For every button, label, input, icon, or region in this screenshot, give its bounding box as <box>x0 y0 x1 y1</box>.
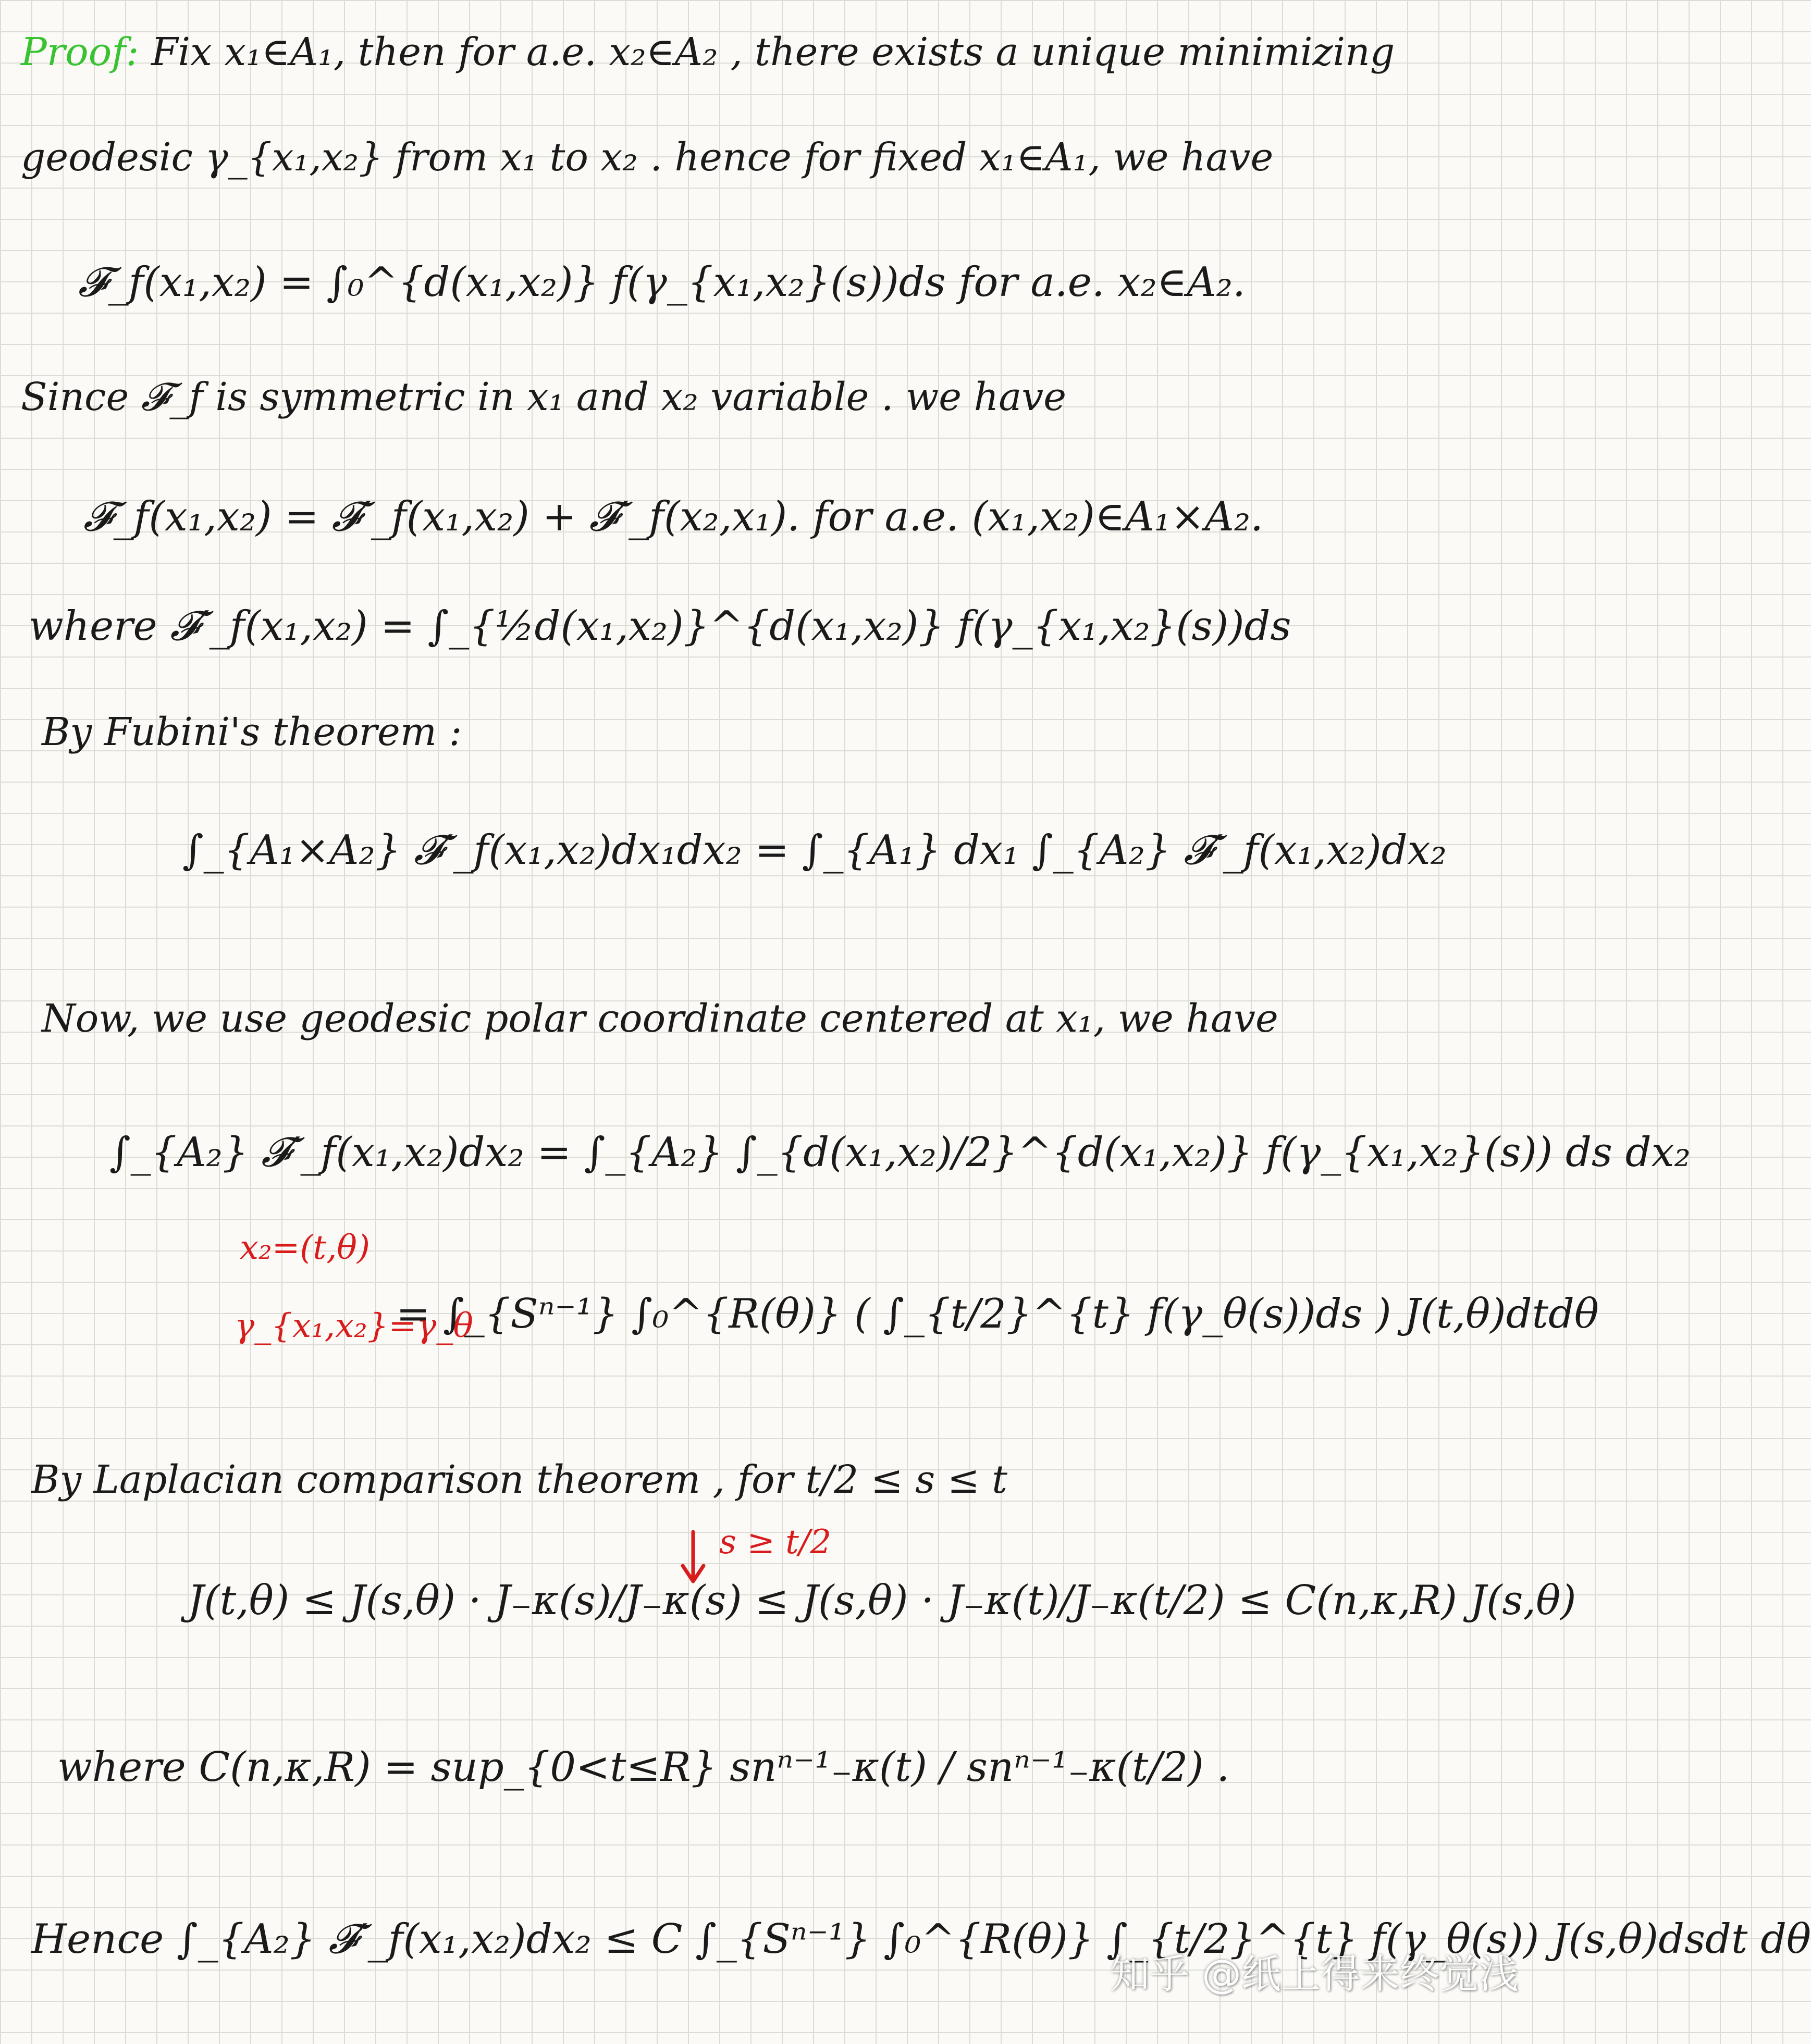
equation-2: 𝓕_f(x₁,x₂) = 𝓕′_f(x₁,x₂) + 𝓕′_f(x₂,x₁). for a.e. (x₁,x₂)∈A₁×A₂. <box>83 493 1263 540</box>
proof-label: Proof: <box>21 30 139 75</box>
watermark <box>1110 1942 1519 1999</box>
annotation-substitution-1: x₂=(t,θ) <box>240 1229 370 1267</box>
line-2: geodesic γ_{x₁,x₂} from x₁ to x₂ . hence for fixed x₁∈A₁, we have <box>21 135 1274 180</box>
line-1-text: Fix x₁∈A₁, then for a.e. x₂∈A₂ , there exists a unique minimizing <box>151 30 1395 75</box>
line-12: By Laplacian comparison theorem , for t/2 ≤ s ≤ t <box>31 1457 1007 1502</box>
equation-8: where C(n,κ,R) = sup_{0<t≤R} snⁿ⁻¹₋κ(t) / snⁿ⁻¹₋κ(t/2) . <box>57 1744 1230 1791</box>
equation-7: J(t,θ) ≤ J(s,θ) · J₋κ(s)/J₋κ(s) ≤ J(s,θ) · J₋κ(t)/J₋κ(t/2) ≤ C(n,κ,R) J(s,θ) <box>188 1577 1576 1624</box>
watermark-site: 知乎 <box>1110 1951 1189 1997</box>
line-1 <box>21 31 1395 73</box>
line-4: Since 𝓕_f is symmetric in x₁ and x₂ variable . we have <box>21 375 1067 419</box>
line-7: By Fubini's theorem : <box>42 710 462 754</box>
equation-6: = ∫_{Sⁿ⁻¹} ∫₀^{R(θ)} ( ∫_{t/2}^{t} f(γ_θ(s))ds ) J(t,θ)dtdθ <box>396 1291 1599 1337</box>
equation-3: where 𝓕′_f(x₁,x₂) = ∫_{½d(x₁,x₂)}^{d(x₁,x₂)} f(γ_{x₁,x₂}(s))ds <box>29 603 1291 650</box>
watermark-author: @纸上得来终觉浅 <box>1202 1951 1519 1997</box>
annotation-inequality: s ≥ t/2 <box>719 1523 832 1562</box>
equation-1: 𝓕_f(x₁,x₂) = ∫₀^{d(x₁,x₂)} f(γ_{x₁,x₂}(s))ds for a.e. x₂∈A₂. <box>78 259 1246 306</box>
equation-5: ∫_{A₂} 𝓕′_f(x₁,x₂)dx₂ = ∫_{A₂} ∫_{d(x₁,x₂)/2}^{d(x₁,x₂)} f(γ_{x₁,x₂}(s)) ds dx₂ <box>109 1129 1691 1176</box>
equation-9: Hence ∫_{A₂} 𝓕′_f(x₁,x₂)dx₂ ≤ C ∫_{Sⁿ⁻¹} ∫₀^{R(θ)} ∫_{t/2}^{t} f(γ_θ(s)) J(s,θ)dsdt dθ <box>31 1916 1811 1963</box>
line-9: Now, we use geodesic polar coordinate centered at x₁, we have <box>42 996 1278 1041</box>
equation-4: ∫_{A₁×A₂} 𝓕′_f(x₁,x₂)dx₁dx₂ = ∫_{A₁} dx₁ ∫_{A₂} 𝓕′_f(x₁,x₂)dx₂ <box>182 827 1447 874</box>
annotation-substitution-2: γ_{x₁,x₂}=γ_θ <box>235 1307 473 1345</box>
